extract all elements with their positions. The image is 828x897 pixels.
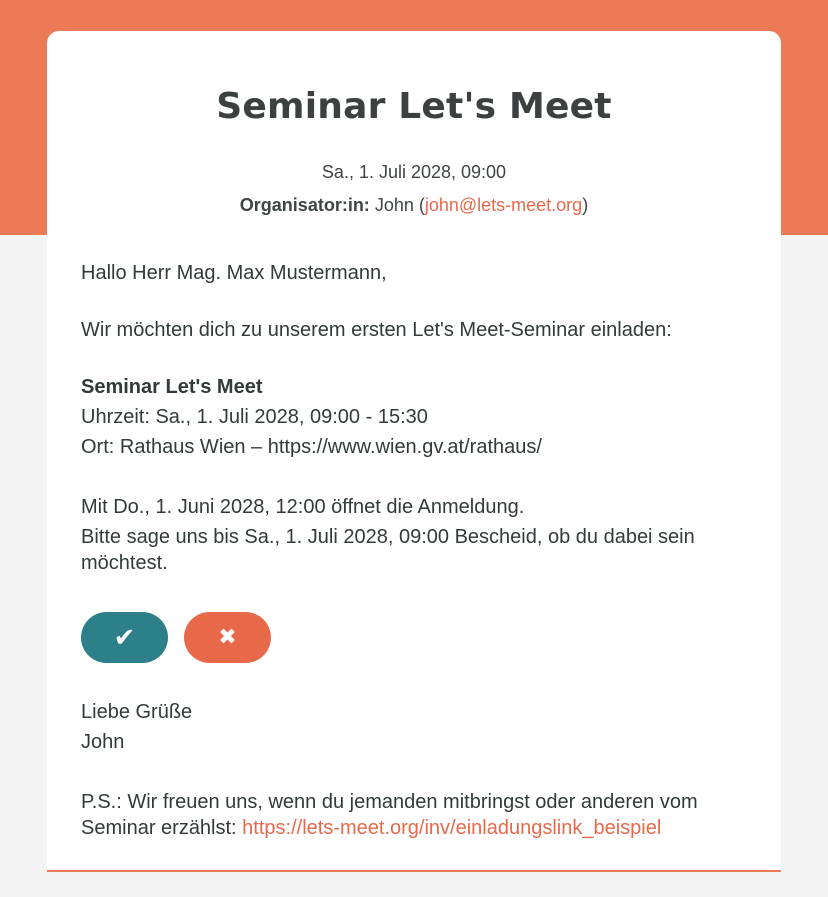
intro-text: Wir möchten dich zu unserem ersten Let's Meet-Seminar einladen: [81, 319, 672, 341]
ps-line-2 [81, 815, 741, 841]
rsvp-line-2: möchtest. [81, 552, 168, 574]
ps-line-2-text: Seminar erzählst: [81, 817, 243, 839]
rsvp-line-1: Bitte sage uns bis Sa., 1. Juli 2028, 09:00 Bescheid, ob du dabei sein [81, 526, 695, 548]
signature: John [81, 731, 125, 753]
cross-icon: ✖ [218, 625, 237, 650]
email-card [47, 31, 781, 872]
organizer-close: ) [582, 195, 589, 215]
event-title: Seminar Let's Meet [81, 376, 263, 398]
page-title: Seminar Let's Meet [216, 86, 612, 127]
registration-line: Mit Do., 1. Juni 2028, 12:00 öffnet die Anmeldung. [81, 496, 525, 518]
checkmark-icon: ✔ [113, 622, 136, 653]
organizer-email-link[interactable]: john@lets-meet.org [424, 195, 583, 215]
postscript [81, 789, 741, 841]
organizer-label: Organisator:in: [239, 195, 370, 215]
event-time: Uhrzeit: Sa., 1. Juli 2028, 09:00 - 15:30 [81, 406, 428, 428]
greeting: Hallo Herr Mag. Max Mustermann, [81, 262, 387, 284]
decline-button[interactable] [184, 612, 271, 663]
regards-text: Liebe Grüße [81, 701, 193, 723]
registration-info [81, 494, 741, 576]
organizer-info [47, 194, 781, 216]
invitation-link[interactable]: https://lets-meet.org/inv/einladungslink_beispiel [242, 817, 662, 839]
organizer-name: John ( [369, 195, 425, 215]
closing [81, 699, 741, 755]
ps-line-1: P.S.: Wir freuen uns, wenn du jemanden mitbringst oder anderen vom [81, 791, 698, 813]
event-details [81, 374, 741, 460]
event-datetime: Sa., 1. Juli 2028, 09:00 [321, 162, 507, 182]
accept-button[interactable] [81, 612, 168, 663]
event-place: Ort: Rathaus Wien – https://www.wien.gv.at/rathaus/ [81, 436, 542, 458]
